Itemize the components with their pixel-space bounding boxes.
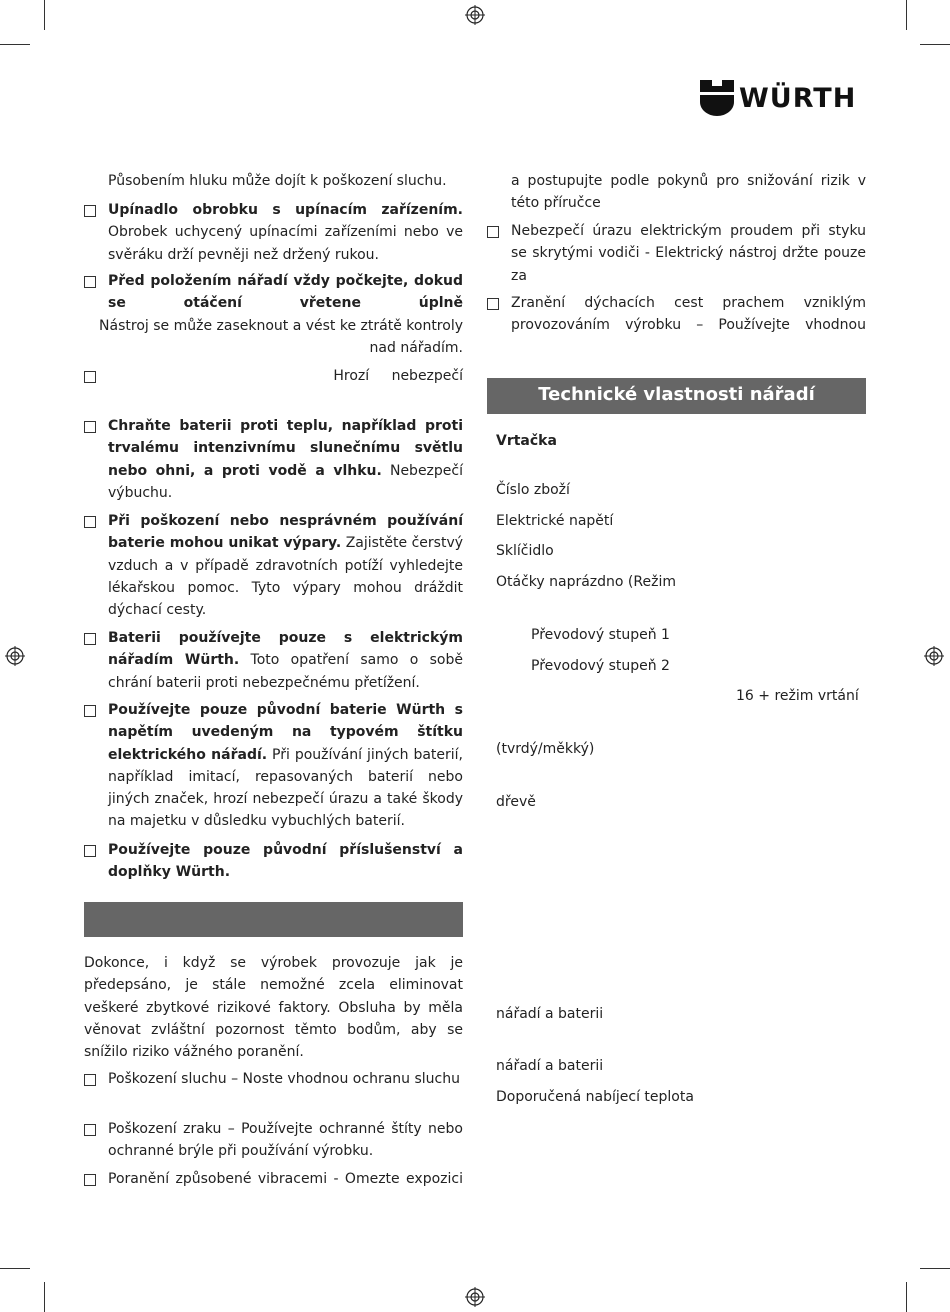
risk-dust: Zranění dýchacích cest prachem vzniklým provozováním výrobku – Používejte vhodnou [511,295,866,334]
bullet-bold: Používejte pouze původní baterie Würth s napětím uvedeným na typovém štítku elektrického nářadí. [108,702,463,763]
bullet-bold: Upínadlo obrobku s upínacím zařízením. [108,202,463,218]
bullet-accessories [108,839,463,884]
bullet-bold: Před položením nářadí vždy počkejte, dokud se otáčení vřetene úplně [108,273,463,312]
bullet-text: Toto opatření samo o sobě chrání baterii proti nebezpečnému přetížení. [108,652,463,691]
spec-label: nářadí a baterii [496,1006,604,1022]
checkbox-icon [84,1124,96,1136]
spec-label: Doporučená nabíjecí teplota [496,1089,694,1105]
continuation-text: a postupujte podle pokynů pro snižování rizik v této příručce [511,173,866,212]
checkbox-icon [487,298,499,310]
intro-line: Působením hluku může dojít k poškození sluchu. [108,173,447,189]
bullet-wait-spindle [108,270,463,315]
trim-mark [0,1268,30,1269]
spec-label: Otáčky naprázdno (Režim [496,574,676,590]
risk-vibration: Poranění způsobené vibracemi - Omezte expozici [108,1171,463,1187]
tech-specs-heading: Technické vlastnosti nářadí [487,378,866,414]
checkbox-icon [84,421,96,433]
checkbox-icon [84,1174,96,1186]
spec-label: Číslo zboží [496,482,570,498]
checkbox-icon [84,516,96,528]
spec-label: 16 + režim vrtání [736,688,859,704]
brand-name: WÜRTH [739,82,857,114]
bullet-text: Nebezpečí výbuchu. [108,462,463,501]
trim-mark [906,1282,907,1312]
bullet-bold: Baterii používejte pouze s elektrickým nářadím Würth. [108,630,463,669]
section-heading-bar [84,902,463,937]
checkbox-icon [84,276,96,288]
bullet-original-battery [108,699,463,833]
risk-electric: Nebezpečí úrazu elektrickým proudem při styku se skrytými vodiči - Elektrický nástroj držte pouze za [511,223,866,284]
trim-mark [906,0,907,30]
checkbox-icon [84,633,96,645]
spec-label: dřevě [496,794,536,810]
trim-mark [44,0,45,30]
registration-mark-icon [5,646,25,666]
bullet-wait-text-1 [84,315,463,360]
bullet-text: Obrobek uchycený upínacími zařízeními nebo ve svěráku drží pevněji než držený rukou. [108,224,463,263]
bullet-text: Při používání jiných baterií, například imitací, repasovaných baterií nebo jiných značek, hrozí nebezpečí úrazu a také škody na majetku v důsledku vybuchlých baterií. [108,746,463,830]
spec-label: Sklíčidlo [496,543,554,559]
checkbox-icon [84,705,96,717]
checkbox-icon [487,226,499,238]
risk-hearing: Poškození sluchu – Noste vhodnou ochranu sluchu [108,1071,460,1087]
spec-label: Elektrické napětí [496,513,614,529]
bullet-text: Nástroj se může zaseknout a vést ke ztrátě kontroly nad nářadím. [99,318,463,357]
checkbox-icon [84,371,96,383]
bullet-clamping [108,199,463,266]
trim-mark [920,44,950,45]
registration-mark-icon [465,5,485,25]
checkbox-icon [84,205,96,217]
bullet-danger: Hrozí nebezpečí [333,368,463,384]
checkbox-icon [84,1074,96,1086]
trim-mark [44,1282,45,1312]
bullet-battery-only [108,627,463,694]
wurth-emblem-icon [700,80,734,116]
bullet-text: Zajistěte čerstvý vzduch a v případě zdravotních potíží vyhledejte lékařskou pomoc. Tyto výpary mohou dráždit dýchací cesty. [108,535,464,619]
product-subheading: Vrtačka [496,433,557,449]
registration-mark-icon [465,1287,485,1307]
spec-label: nářadí a baterii [496,1058,604,1074]
spec-label: (tvrdý/měkký) [496,741,595,757]
registration-mark-icon [924,646,944,666]
bullet-vapors [108,510,463,621]
spec-label: Převodový stupeň 1 [531,627,670,643]
residual-risk-paragraph: Dokonce, i když se výrobek provozuje jak je předepsáno, je stále nemožné zcela eliminovat veškeré zbytkové rizikové faktory. Obsluha by měla věnovat zvláštní pozornost těmto bodům, aby se snížilo riziko vážného poranění. [84,955,463,1061]
risk-eyes: Poškození zraku – Používejte ochranné štíty nebo ochranné brýle při používání výrobku. [108,1121,463,1160]
trim-mark [0,44,30,45]
spec-label: Převodový stupeň 2 [531,658,670,674]
checkbox-icon [84,845,96,857]
bullet-bold: Používejte pouze původní příslušenství a doplňky Würth. [108,842,463,881]
bullet-heat [108,415,463,504]
wurth-logo [700,80,856,116]
trim-mark [920,1268,950,1269]
bullet-bold: Při poškození nebo nesprávném používání baterie mohou unikat výpary. [108,513,463,552]
bullet-bold: Chraňte baterii proti teplu, například proti trvalému intenzivnímu slunečnímu světlu nebo ohni, a proti vodě a vlhku. [108,418,463,479]
